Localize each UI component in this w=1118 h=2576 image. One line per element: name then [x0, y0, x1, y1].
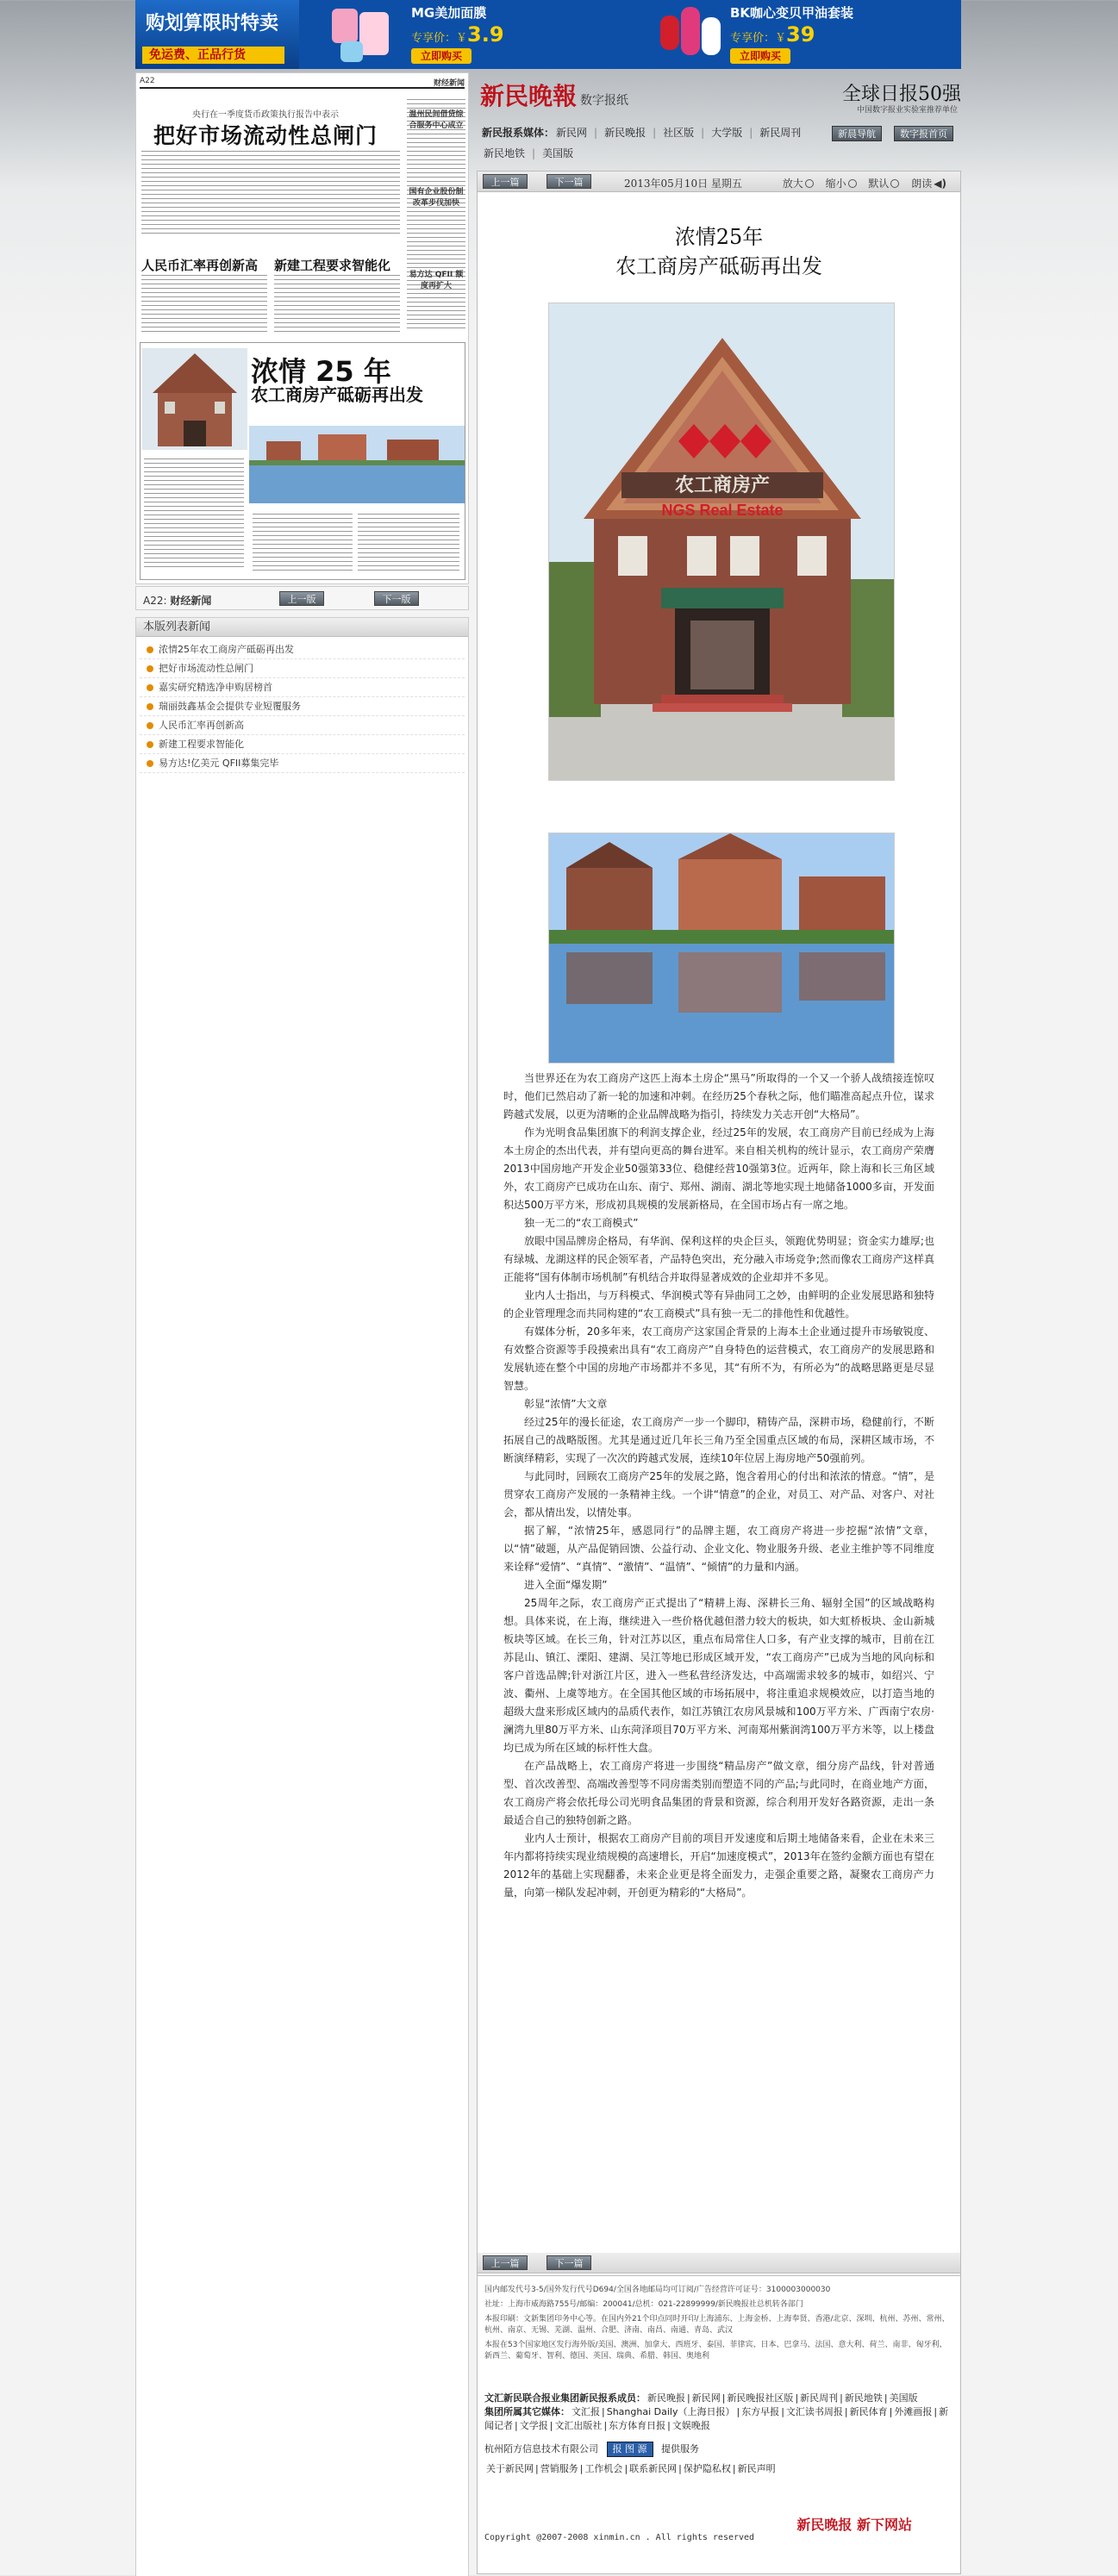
article-paragraph: 业内人士预计，根据农工商房产目前的项目开发速度和后期土地储备来看，企业在未来三年内都将持续实现业绩规模的高速增长，开启“加速度模式”，2013年在签约金额方面也有望在2012年的基础上实现翻番，未来企业更是将全面发力，走强企重要之路，凝聚农工商房产力量，向第一梯队发起冲刺，开创更为精彩的“大格局”。	[503, 1832, 934, 1899]
media-nav: 新民报系媒体： 新民网 | 新民晚报 | 社区版 | 大学版 | 新民周刊 新民地铁 | 美国版	[482, 127, 802, 159]
media-nav-link[interactable]: 美国版	[542, 147, 574, 159]
read-aloud-button[interactable]: 朗读 ◀)	[911, 178, 946, 190]
buy-now-button-2[interactable]: 立即购买	[730, 48, 790, 64]
media-nav-link[interactable]: 大学版	[711, 127, 743, 139]
newspaper-page-thumbnail[interactable]: A22 财经新闻 央行在一季度货币政策执行报告中表示 把好市场流动性总闸门 温州民间借贷综合服务中心成立 国有企业股份制改革步伐加快 易方达 QFII 额度再扩大 人民币汇率再创新高 新建工程要求智能化 浓情 25 年 农工商房产砥砺再出发	[135, 72, 469, 584]
article-toolbar-top	[478, 172, 960, 192]
buy-now-button-1[interactable]: 立即购买	[411, 48, 472, 64]
separator: |	[732, 2463, 736, 2474]
default-size-icon	[890, 179, 899, 188]
separator: |	[678, 2463, 682, 2474]
bullet-icon	[147, 703, 153, 710]
zoom-in-button[interactable]: 放大	[783, 178, 814, 190]
next-article-button[interactable]: 下一篇	[547, 174, 591, 189]
article-body	[503, 1070, 934, 1902]
separator: |	[653, 127, 657, 139]
article-paragraph: 经过25年的漫长征途，农工商房产一步一个脚印，精铸产品，深耕市场，稳健前行，不断拓展自己的战略版图。尤其是通过近几年长三角乃至全国重点区域的布局，深耕区域市场，不断演绎精彩，实现了一次次的跨越式发展，连续10年位居上海房地产50强前列。	[503, 1416, 934, 1464]
footer-group-link[interactable]: 文娱晚报	[671, 2420, 710, 2431]
footer-group-link[interactable]: 文汇读书周报	[785, 2406, 843, 2417]
lake-villa-photo	[548, 833, 895, 1063]
news-list-item[interactable]: 人民币汇率再创新高	[140, 716, 465, 735]
thumb-side-text	[407, 97, 465, 330]
separator: |	[721, 2392, 726, 2404]
article-paragraph: 据了解，“浓情25年，感恩同行”的品牌主题，农工商房产将进一步挖掘“浓情”文章，以“情”破题，从产品促销回馈、公益行动、企业文化、物业服务升级、老业主维护等不同维度来诠释“爱情”、“真情”、“激情”、“温情”、“倾情”的力量和内涵。	[503, 1525, 934, 1573]
news-list-item[interactable]: 新建工程要求智能化	[140, 735, 465, 754]
article-toolbar-bottom	[478, 2253, 960, 2273]
media-nav-link[interactable]: 新民周刊	[759, 127, 802, 139]
article-paragraph: 在产品战略上，农工商房产将进一步围绕“精品房产”做文章，细分房产品线，针对普通型、首次改善型、高端改善型等不同房需类别而塑造不同的产品;与此同时，在商业地产方面，农工商房产将会依托母公司光明食品集团的背景和资源，综合利用开发好各路资源，走出一条最适合自己的独特创新之路。	[503, 1760, 934, 1826]
separator: |	[795, 2392, 799, 2404]
separator: |	[532, 147, 536, 159]
thumb-lake-image	[249, 426, 465, 503]
bullet-icon	[147, 646, 153, 653]
thumb-ad-subtitle: 农工商房产砥砺再出发	[251, 384, 423, 405]
article-paragraph: 彰显“浓情”大文章	[524, 1398, 608, 1410]
footer-link[interactable]: 新民声明	[737, 2463, 776, 2474]
thumb-building-image	[142, 348, 247, 450]
article-paragraph: 作为光明食品集团旗下的利润支撑企业，经过25年的发展，农工商房产目前已经成为上海本土房企的杰出代表，并有望向更高的舞台进军。来自相关机构的统计显示，农工商房产荣膺2013中国房地产开发企业50强第33位、稳健经营10强第3位。近两年，除上海和长三角区域外，农工商房产已成功在山东、南宁、郑州、湖南、湖北等地实现土地储备1000多亩，开发面积达500万平方米，形成初具规模的发展新格局，在全国市场占有一席之地。	[503, 1126, 934, 1211]
separator: |	[840, 2392, 843, 2404]
page-nav-bar: A22: 财经新闻 上一版 下一版	[135, 586, 469, 610]
footer-group-link[interactable]: 文汇出版社	[554, 2420, 603, 2431]
separator: |	[515, 2420, 518, 2431]
footer-link[interactable]: 联系新民网	[629, 2463, 678, 2474]
news-list-item[interactable]: 嘉实研究精选净申购居榜首	[140, 678, 465, 697]
bullet-icon	[147, 665, 153, 672]
article-paragraph: 有媒体分析，20多年来，农工商房产这家国企背景的上海本土企业通过提升市场敏锐度、有效整合资源等手段摸索出具有“农工商房产”自身特色的运营模式，农工商房产的发展思路和发展轨迹在整个中国的房地产市场都并不多见，其“有所不为，有所必为”的战略思路更是尽显智慧。	[503, 1325, 934, 1392]
top-ad-banner[interactable]: 购划算限时特卖 免运费、正品行货 MG美加面膜 专享价：￥3.9 立即购买 BK咖心变贝甲油套装 专享价：￥39 立即购买	[135, 0, 961, 69]
footer-group-link[interactable]: 新闻记者	[484, 2406, 949, 2431]
header-slogan-sub: 中国数字报业实验室推荐单位	[856, 106, 958, 115]
site-header	[477, 72, 961, 167]
svg-text:NGS Real Estate: NGS Real Estate	[661, 502, 784, 519]
footer-group-link[interactable]: Shanghai Daily（上海日报）	[606, 2406, 735, 2417]
news-list-item[interactable]: 瑞丽鼓鑫基金会提供专业短覆服务	[140, 697, 465, 716]
thumb-text-block	[141, 149, 400, 235]
next-page-button[interactable]: 下一版	[374, 591, 419, 606]
separator: |	[667, 2420, 671, 2431]
zoom-out-icon	[848, 179, 857, 188]
speaker-icon: ◀)	[934, 178, 946, 190]
banner-title: 购划算限时特卖	[146, 13, 279, 34]
next-article-button-bottom[interactable]: 下一篇	[547, 2255, 591, 2270]
separator: |	[624, 2463, 628, 2474]
article-paragraph: 业内人士指出，与万科模式、华润模式等有异曲同工之妙，由鲜明的企业发展思路和独特的企业管理理念而共同构建的“农工商模式”具有独一无二的排他性和优越性。	[503, 1289, 934, 1319]
article-paragraph: 与此同时，回顾农工商房产25年的发展之路，饱含着用心的付出和浓浓的情意。“情”，是贯穿农工商房产发展的一条精神主线。一个讲“情意”的企业，对员工、对产品、对客户、对社会，都从情出发，以情处事。	[503, 1470, 934, 1519]
news-list-header: 本版列表新闻	[136, 618, 468, 637]
footer-media-link[interactable]: 新民晚报社区版	[727, 2392, 794, 2404]
thumb-ad-title: 浓情 25 年	[251, 355, 391, 388]
footer-media-link[interactable]: 美国版	[889, 2392, 918, 2404]
separator: |	[594, 127, 598, 139]
prev-article-button-bottom[interactable]: 上一篇	[483, 2255, 528, 2270]
bullet-icon	[147, 684, 153, 691]
news-list-item[interactable]: 把好市场流动性总闸门	[140, 659, 465, 678]
bullet-icon	[147, 741, 153, 748]
footer-info	[484, 2285, 953, 2366]
article-paragraph: 当世界还在为农工商房产这匹上海本土房企“黑马”所取得的一个又一个骄人战绩接连惊叹时，他们已然启动了新一轮的加速和冲刺。在经历25个春秋之际，他们瞄准高起点升位，谋求跨越式发展，以更为清晰的企业品牌战略为指引，持续发力关志开创“大格局”。	[503, 1072, 934, 1120]
tech-provider[interactable]: 杭州陌方信息技术有限公司	[484, 2443, 598, 2454]
footer-link[interactable]: 营销服务	[540, 2463, 578, 2474]
text-tools	[774, 176, 946, 190]
separator: |	[602, 2406, 605, 2417]
svg-text:农工商房产: 农工商房产	[674, 475, 771, 496]
zoom-out-button[interactable]: 缩小	[826, 178, 857, 190]
separator: |	[884, 2392, 888, 2404]
banner-product-image-1	[325, 3, 394, 65]
footer-line: 本报在53个国家地区发行海外版/美国、澳洲、加拿大、西班牙、泰国、菲律宾、日本、巴拿马、法国、意大利、荷兰、南非、匈牙利、新西兰、葡萄牙、智利、德国、英国、瑞典、希腊、韩国、奥地利	[484, 2341, 947, 2361]
prev-article-button[interactable]: 上一篇	[483, 174, 528, 189]
footer-media-link[interactable]: 新民周刊	[800, 2392, 839, 2404]
separator: |	[603, 2420, 608, 2431]
banner-slogan: 免运费、正品行货	[142, 47, 284, 64]
article-title: 浓情25年	[674, 225, 764, 249]
thumb-headline[interactable]: 把好市场流动性总闸门	[153, 123, 378, 148]
prev-page-button[interactable]: 上一版	[279, 591, 324, 606]
article-panel	[477, 171, 961, 2402]
thumb-kicker: 央行在一季度货币政策执行报告中表示	[192, 110, 339, 120]
footer-line: 社址：上海市威海路755号/邮编：200041/总机：021-22899999/新民晚报社总机转各部门	[484, 2300, 803, 2309]
separator: |	[579, 2463, 584, 2474]
footer-line: 国内邮发代号3-5/国外发行代号D694/全国各地邮局均可订阅/广告经营许可证号：3100003000030	[484, 2286, 831, 2294]
separator: |	[844, 2406, 848, 2417]
banner-promo[interactable]	[135, 0, 299, 69]
media-nav-link[interactable]: 社区版	[663, 127, 695, 139]
thumb-subheadline-2[interactable]: 新建工程要求智能化	[274, 258, 391, 273]
footer-media-link[interactable]: 新民网	[691, 2392, 721, 2404]
footer-group-link[interactable]: 东方早报	[741, 2406, 780, 2417]
default-size-button[interactable]: 默认	[868, 178, 899, 190]
news-list-item[interactable]: 浓情25年农工商房产砥砺再出发	[140, 640, 465, 659]
banner-product-image-2	[657, 3, 726, 65]
site-logo[interactable]: 新民晚報 数字报纸	[480, 82, 629, 110]
footer-media-link[interactable]: 新民晚报	[647, 2392, 685, 2404]
page-news-list	[135, 617, 469, 2576]
footer-group-link[interactable]: 新民体育	[849, 2406, 888, 2417]
article-paragraph: 放眼中国品牌房企格局，有华润、保利这样的央企巨头，领跑优势明显；资金实力雄厚;也有绿城、龙湖这样的民企领军者，产品特色突出，充分融入市场竞争;然而像农工商房产这样真正能将“国有体制市场机制”有机结合并取得显著成效的企业却并不多见。	[503, 1235, 934, 1283]
footer-link[interactable]: 保护隐私权	[683, 2463, 731, 2474]
footer-group-link[interactable]: 外滩画报	[894, 2406, 933, 2417]
footer-line: 本报印刷：文新集团印务中心等。在国内外21个印点同时开印/上海浦东、上海金桥、上海奉贤、香港/北京、深圳、杭州、苏州、常州、杭州、南京、无锡、芜湖、温州、合肥、济南、南昌、南通、青岛、武汉	[484, 2315, 950, 2335]
article-subtitle: 农工商房产砥砺再出发	[615, 254, 822, 278]
footer-links: 文汇新民联合报业集团新民报系成员： 新民晚报 | 新民网 | 新民晚报社区版 | 新民周刊 | 新民地铁 | 美国版 集团所属其它媒体： 文汇报 | Shanghai Daily（上海日报） | 东方早报 | 文汇读书周报 | 新民体育 | 外滩画报 | 新闻记者 | 文学报 | 文汇出版社 | 东方体育日报 | 文娱晚报 杭州陌方信息技术有限公司 报 图 源 提供服务 关于新民网 | 营销服务 | 工作机会 | 联系新民网 | 保护隐私权 | 新民声明	[484, 2392, 949, 2474]
media-nav-link[interactable]: 新民地铁	[484, 147, 526, 159]
bullet-icon	[147, 760, 153, 767]
nav-guide-button[interactable]: 新晨导航	[832, 126, 882, 141]
separator: |	[687, 2392, 690, 2404]
zoom-in-icon	[805, 179, 814, 188]
footer-group-link[interactable]: 文汇报	[571, 2406, 600, 2417]
separator: |	[749, 127, 753, 139]
news-list	[136, 640, 468, 773]
building-photo	[548, 303, 895, 781]
news-list-item[interactable]: 易方达!亿美元 QFII募集完毕	[140, 754, 465, 773]
separator: |	[736, 2406, 740, 2417]
tech-badge[interactable]: 报 图 源	[607, 2442, 653, 2457]
footer-group-link[interactable]: 东方体育日报	[609, 2420, 666, 2431]
thumb-subheadline-1[interactable]: 人民币汇率再创新高	[141, 258, 259, 273]
separator: |	[889, 2406, 893, 2417]
thumb-header: A22 财经新闻	[140, 77, 465, 88]
issue-date: 2013年05月10日 星期五	[624, 178, 742, 190]
separator: |	[549, 2420, 553, 2431]
separator: |	[934, 2406, 938, 2417]
separator: |	[701, 127, 705, 139]
footer-link[interactable]: 关于新民网	[486, 2463, 534, 2474]
header-slogan: 全球日报50强	[842, 84, 961, 105]
site-footer	[477, 2275, 961, 2574]
separator: |	[781, 2406, 784, 2417]
epaper-home-button[interactable]: 数字报首页	[894, 126, 953, 141]
bullet-icon	[147, 722, 153, 729]
separator: |	[535, 2463, 539, 2474]
article-paragraph: 25周年之际，农工商房产正式提出了“精耕上海、深耕长三角、辐射全国”的区域战略构想。具体来说，在上海，继续进入一些价格优越但潜力较大的板块，如大虹桥板块、金山新城板块等区域。在长三角，针对江苏以区，重点布局常住人口多，有产业支撑的城市，目前在江苏昆山、镇江、溧阳、建湖、吴江等地已形成区域开发，“农工商房产”已成为当地的风向标和客户首选品牌;针对浙江片区，进入一些私营经济发达，中高端需求较多的城市，如绍兴、宁波、衢州、上虞等地方。在全国其他区域的市场拓展中，将注重追求规模效应，以打造当地的超级大盘来形成区域内的品质代表作，如江苏镇江农房风景城和100万平方米、广西南宁农房·澜湾九里80万平方米、山东菏泽项目70万平方米、河南郑州紫润湾100万平方米等，以上楼盘均已成为所在区域的标杆性大盘。	[503, 1597, 934, 1754]
footer-link[interactable]: 工作机会	[584, 2463, 623, 2474]
copyright: Copyright @2007-2008 xinmin.cn . All rights reserved	[484, 2533, 755, 2542]
article-paragraph: 进入全面“爆发期”	[524, 1579, 608, 1591]
media-nav-link[interactable]: 新民晚报	[604, 127, 646, 139]
footer-group-link[interactable]: 文学报	[519, 2420, 548, 2431]
thumb-ad-box[interactable]	[140, 342, 465, 580]
footer-logo[interactable]: 新民晚报 新下网站	[796, 2517, 912, 2533]
article-paragraph: 独一无二的“农工商模式”	[524, 1217, 639, 1229]
footer-media-link[interactable]: 新民地铁	[844, 2392, 883, 2404]
media-nav-link[interactable]: 新民网	[556, 127, 588, 139]
